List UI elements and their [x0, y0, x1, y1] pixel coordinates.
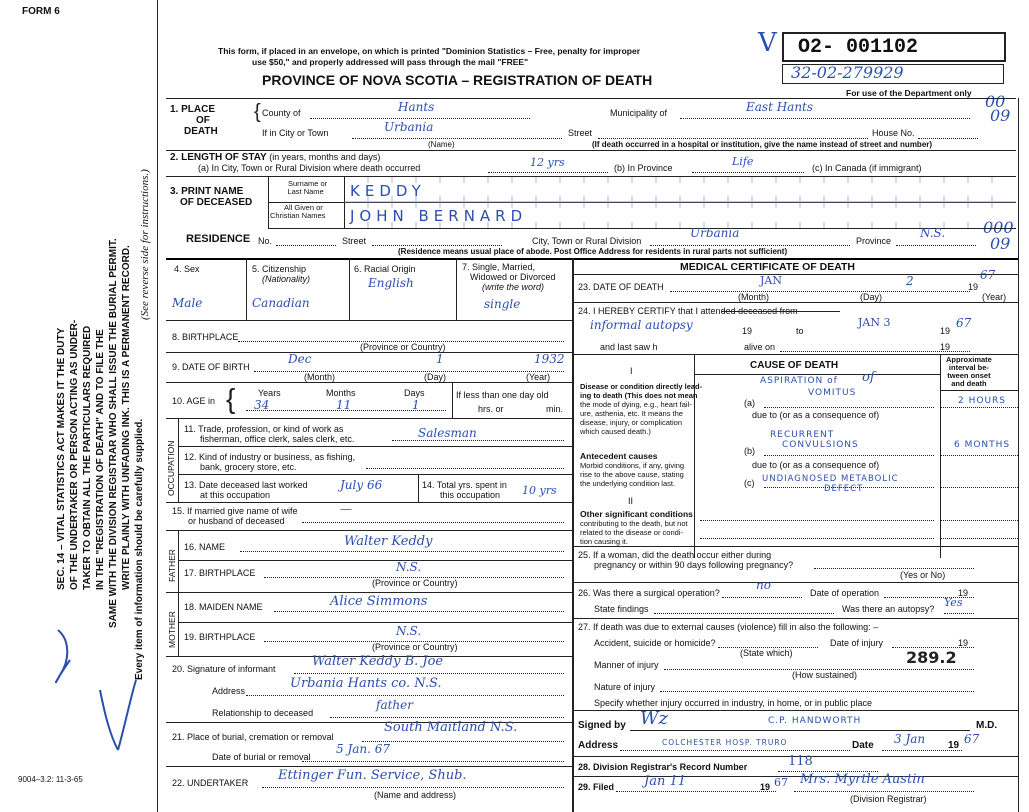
sex-label: 4. Sex [174, 264, 200, 274]
stay-a-value: 12 yrs [530, 156, 565, 169]
registrar-caption: (Division Registrar) [850, 794, 927, 804]
cause-c-value-2: DEFECT [824, 484, 864, 494]
name-caption: (Name) [428, 140, 455, 149]
handwritten-check: V [758, 28, 777, 58]
death-year-caption: (Year) [982, 292, 1007, 302]
age-years-label: Years [258, 388, 281, 398]
form-number: FORM 6 [22, 6, 60, 17]
residence-street-label: Street [342, 236, 367, 246]
address-label: Address [578, 740, 619, 751]
interval-header: Approximate interval be- tween onset and death [946, 355, 992, 388]
findings-label: State findings [594, 604, 649, 614]
antecedent-label: Antecedent causes Morbid conditions, if any, giving rise to the above cause, stating the underlying condition last. [580, 451, 685, 488]
occupation-11-label: 11. Trade, profession, or kind of work as fisherman, office clerk, sales clerk, etc. [184, 424, 355, 444]
undertaker-value: Ettinger Fun. Service, Shub. [278, 768, 467, 783]
father-name-label: 16. NAME [184, 542, 226, 552]
residence-note: (Residence means usual place of abode. Post Office Address for residents in rural parts not sufficient) [398, 247, 788, 256]
father-birthplace-value: N.S. [396, 560, 422, 574]
age-days-label: Days [404, 388, 425, 398]
mother-maiden-value: Alice Simmons [330, 594, 428, 609]
stay-a-label: (a) In City, Town or Rural Division where death occurred [198, 163, 421, 173]
injury-19: 19 [958, 638, 969, 648]
mail-notice: use $50," and properly addressed will pass through the mail "FREE" [252, 57, 529, 67]
attended-label: 24. I HEREBY CERTIFY that I attended deceased from [578, 306, 798, 316]
attended-19: 19 [742, 326, 753, 336]
dept-use-label: For use of the Department only [846, 88, 972, 98]
other-conditions-label: Other significant conditions contributing to the death, but not related to the disease or condi- tion causing it. [580, 509, 693, 546]
place-heading: 1. PLACE OF DEATH [170, 104, 218, 137]
alive-on-label: alive on [744, 342, 776, 352]
surgery-label: 26. Was there a surgical operation? [578, 588, 720, 598]
occupation-14-value: 10 yrs [522, 484, 557, 497]
county-value: Hants [398, 100, 435, 114]
death-day: 2 [906, 274, 914, 288]
side-margin-line: SAME WITH THE DIVISION REGISTRAR WHO SHALL ISSUE THE BURIAL PERMIT. [108, 238, 119, 628]
filed-19: 19 [760, 782, 771, 792]
side-margin-line: IN THE "REGISTRATION OF DEATH" AND TO FILE THE [95, 329, 106, 590]
date-year: 67 [964, 732, 980, 746]
registrar-signature: Mrs. Myrtle Austin [800, 772, 925, 787]
cause-b-value: RECURRENT [770, 430, 835, 440]
name-heading: 3. PRINT NAME OF DECEASED [170, 186, 253, 208]
last-saw-label: and last saw h [600, 342, 658, 352]
age-months-value: 11 [336, 398, 352, 412]
citizenship-label: 5. Citizenship (Nationality) [252, 264, 311, 284]
municipality-value: East Hants [746, 100, 814, 114]
registration-number-box [782, 32, 1006, 62]
institution-note: (If death occurred in a hospital or institution, give the name instead of street and number) [592, 140, 933, 149]
municipality-label: Municipality of [610, 108, 668, 118]
street-label: Street [568, 128, 593, 138]
footer-code: 9004–3.2: 11-3-65 [18, 775, 83, 784]
dob-year: 1932 [534, 352, 565, 366]
cause-b-value-2: CONVULSIONS [782, 440, 859, 450]
informant-address-label: Address [212, 686, 246, 696]
page-title: PROVINCE OF NOVA SCOTIA – REGISTRATION OF DEATH [262, 72, 653, 88]
date-label: Date [852, 740, 874, 751]
surgery-date-label: Date of operation [810, 588, 880, 598]
age-years-value: 34 [254, 398, 270, 412]
side-margin-line: TAKER TO OBTAIN ALL THE PARTICULARS REQUIRED [82, 325, 93, 590]
autopsy-label: Was there an autopsy? [842, 604, 935, 614]
marital-status-value: single [484, 297, 521, 311]
informant-value: Walter Keddy B. Joe [312, 654, 444, 669]
father-birthplace-caption: (Province or Country) [372, 578, 458, 588]
marital-status-label: 7. Single, Married, Widowed or Divorced (write the word) [462, 262, 556, 292]
cause-b-prefix: (b) [744, 446, 755, 456]
side-margin [0, 0, 150, 812]
pregnancy-caption: (Yes or No) [900, 570, 946, 580]
dept-code: 09 [990, 106, 1011, 125]
filed-label: 29. Filed [578, 782, 615, 792]
father-birthplace-label: 17. BIRTHPLACE [184, 568, 256, 578]
undertaker-caption: (Name and address) [374, 790, 457, 800]
birthplace-caption: (Province or Country) [360, 342, 446, 352]
occupation-11-value: Salesman [418, 426, 477, 440]
city-label: If in City or Town [262, 128, 329, 138]
dob-month: Dec [288, 352, 312, 366]
registration-number-handwritten: 32-02-279929 [791, 63, 904, 82]
attended-from: informal autopsy [590, 318, 693, 332]
pregnancy-label: 25. If a woman, did the death occur either during pregnancy or within 90 days following pregnancy? [578, 550, 794, 570]
burial-place-label: 21. Place of burial, cremation or removal [172, 732, 334, 742]
residence-city-label: City, Town or Rural Division [532, 236, 642, 246]
age-less-label: If less than one day old [456, 390, 549, 400]
father-name-value: Walter Keddy [344, 534, 433, 549]
death-month: JAN [760, 274, 782, 287]
stay-b-label: (b) In Province [614, 163, 673, 173]
mother-birthplace-value: N.S. [396, 624, 422, 638]
signature: Wz [640, 708, 668, 729]
filed-year: 67 [774, 776, 788, 789]
city-value: Urbania [384, 120, 434, 134]
cause-c-prefix: (c) [744, 478, 755, 488]
attended-to-label: to [796, 326, 804, 336]
date-19: 19 [948, 740, 960, 751]
surname-label: Surname or Last Name [287, 179, 328, 196]
surgery-value: no [756, 578, 771, 592]
record-number-label: 28. Division Registrar's Record Number [578, 762, 748, 772]
external-causes-label: 27. If death was due to external causes (violence) fill in also the following: – [578, 622, 879, 632]
residence-province-label: Province [856, 236, 892, 246]
specify-label: Specify whether injury occurred in industry, in home, or in public place [594, 698, 872, 708]
dept-code: 09 [990, 234, 1011, 253]
cause-a-prefix: (a) [744, 398, 755, 408]
relationship-label: Relationship to deceased [212, 708, 314, 718]
record-number-value: 118 [788, 754, 813, 769]
cause-header: CAUSE OF DEATH [750, 360, 839, 371]
handwritten-mark [30, 620, 140, 760]
racial-origin-label: 6. Racial Origin [354, 264, 416, 274]
injury-date-label: Date of injury [830, 638, 884, 648]
age-label: 10. AGE in [172, 396, 216, 406]
mother-birthplace-label: 19. BIRTHPLACE [184, 632, 256, 642]
registration-number: O2- 001102 [798, 36, 919, 59]
informant-address-value: Urbania Hants co. N.S. [290, 676, 442, 691]
md-label: M.D. [976, 720, 998, 731]
death-year: 67 [980, 268, 996, 282]
undertaker-label: 22. UNDERTAKER [172, 778, 249, 788]
cause-a-value-2: VOMITUS [808, 388, 857, 398]
state-which-caption: (State which) [740, 648, 793, 658]
length-of-stay-heading: 2. LENGTH OF STAY (in years, months and days) [170, 152, 381, 163]
house-label: House No. [872, 128, 915, 138]
due-to-a: due to (or as a consequence of) [752, 410, 880, 420]
death-month-caption: (Month) [738, 292, 770, 302]
address-value: COLCHESTER HOSP. TRURO [662, 738, 788, 747]
death-year-prefix: 19 [968, 282, 979, 292]
burial-place-value: South Maitland N.S. [384, 720, 518, 735]
surgery-19: 19 [958, 588, 969, 598]
county-label: County of [262, 108, 301, 118]
filed-value: Jan 11 [644, 774, 687, 789]
given-names-value: JOHN BERNARD [350, 207, 528, 225]
cause-roman-2: II [628, 496, 634, 506]
medical-header: MEDICAL CERTIFICATE OF DEATH [680, 261, 855, 273]
nature-label: Nature of injury [594, 682, 656, 692]
manner-value: 289.2 [906, 648, 957, 667]
spouse-value: — [340, 502, 352, 516]
age-hrs-label: hrs. or [478, 404, 504, 414]
age-min-label: min. [546, 404, 564, 414]
birthplace-label: 8. BIRTHPLACE [172, 332, 239, 342]
cause-a-interval: 2 HOURS [958, 396, 1006, 406]
age-days-value: 1 [412, 398, 420, 412]
surname-value: KEDDY [350, 182, 426, 200]
side-margin-line: OF THE UNDERTAKER OR PERSON ACTING AS UNDER- [69, 319, 80, 590]
direct-cause-label: Disease or condition directly lead- ing to death (This does not mean the mode of dying, e.g., heart fail- ure, asthenia, etc. It means the disease, injury, or complication which caused death.) [580, 382, 703, 436]
attended-19b: 19 [940, 326, 951, 336]
burial-date-label: Date of burial or removal [212, 752, 311, 762]
father-side-label: FATHER [167, 549, 177, 582]
due-to-b: due to (or as a consequence of) [752, 460, 880, 470]
cause-b-interval: 6 MONTHS [954, 440, 1011, 450]
given-names-label: All Given or Christian Names [270, 203, 326, 220]
residence-province-value: N.S. [920, 226, 946, 240]
mother-side-label: MOTHER [167, 611, 177, 648]
side-margin-line: Every item of information should be carefully supplied. [134, 418, 145, 680]
residence-label: RESIDENCE [186, 233, 251, 245]
cause-c-value: UNDIAGNOSED METABOLIC [762, 474, 899, 484]
attended-to: JAN 3 [858, 316, 891, 329]
autopsy-value: Yes [944, 596, 963, 609]
stay-b-value: Life [732, 155, 754, 168]
dob-label: 9. DATE OF BIRTH [172, 362, 250, 372]
dob-day: 1 [436, 352, 444, 366]
stay-c-label: (c) In Canada (if immigrant) [812, 163, 922, 173]
mail-notice: This form, if placed in an envelope, on which is printed "Dominion Statistics – Free, penalty for improper [218, 46, 641, 56]
cause-roman-1: I [630, 366, 633, 376]
mother-maiden-label: 18. MAIDEN NAME [184, 602, 263, 612]
death-day-caption: (Day) [860, 292, 882, 302]
date-value: 3 Jan [894, 732, 926, 746]
occupation-side-label: OCCUPATION [166, 440, 176, 496]
dept-code: 000 [983, 218, 1014, 237]
cause-a-of: of [862, 370, 875, 385]
dept-code: 00 [985, 92, 1006, 111]
manner-label: Manner of injury [594, 660, 659, 670]
burial-date-value: 5 Jan. 67 [336, 742, 391, 756]
occupation-14-label: 14. Total yrs. spent in this occupation [422, 480, 507, 500]
mother-birthplace-caption: (Province or Country) [372, 642, 458, 652]
informant-label: 20. Signature of informant [172, 664, 276, 674]
attended-year: 67 [956, 316, 972, 330]
date-of-death-label: 23. DATE OF DEATH [578, 282, 664, 292]
cause-a-value: ASPIRATION of [760, 376, 838, 386]
signed-value: C.P. HANDWORTH [768, 716, 862, 726]
residence-city-value: Urbania [690, 226, 740, 240]
how-sustained-caption: (How sustained) [792, 670, 858, 680]
dob-day-caption: (Day) [424, 372, 446, 382]
racial-origin-value: English [368, 276, 414, 290]
side-margin-line: (See reverse side for instructions.) [139, 169, 151, 320]
signed-label: Signed by [578, 720, 626, 731]
residence-no-label: No. [258, 236, 273, 246]
age-months-label: Months [326, 388, 356, 398]
occupation-12-label: 12. Kind of industry or business, as fishing, bank, grocery store, etc. [184, 452, 356, 472]
side-margin-line: SEC. 14 – VITAL STATISTICS ACT MAKES IT THE DUTY [56, 327, 67, 590]
dob-month-caption: (Month) [304, 372, 336, 382]
relationship-value: father [376, 698, 413, 712]
occupation-13-value: July 66 [340, 478, 383, 492]
citizenship-value: Canadian [252, 296, 310, 310]
alive-19: 19 [940, 342, 951, 352]
side-margin-line: WRITE PLAINLY WITH UNFADING INK. THIS IS A PERMANENT RECORD. [121, 245, 132, 590]
accident-label: Accident, suicide or homicide? [594, 638, 716, 648]
sex-value: Male [172, 296, 203, 310]
spouse-label: 15. If married give name of wife or husband of deceased [172, 506, 298, 526]
dob-year-caption: (Year) [526, 372, 551, 382]
registration-number-handwritten-box [782, 64, 1004, 84]
occupation-13-label: 13. Date deceased last worked at this occupation [184, 480, 308, 500]
